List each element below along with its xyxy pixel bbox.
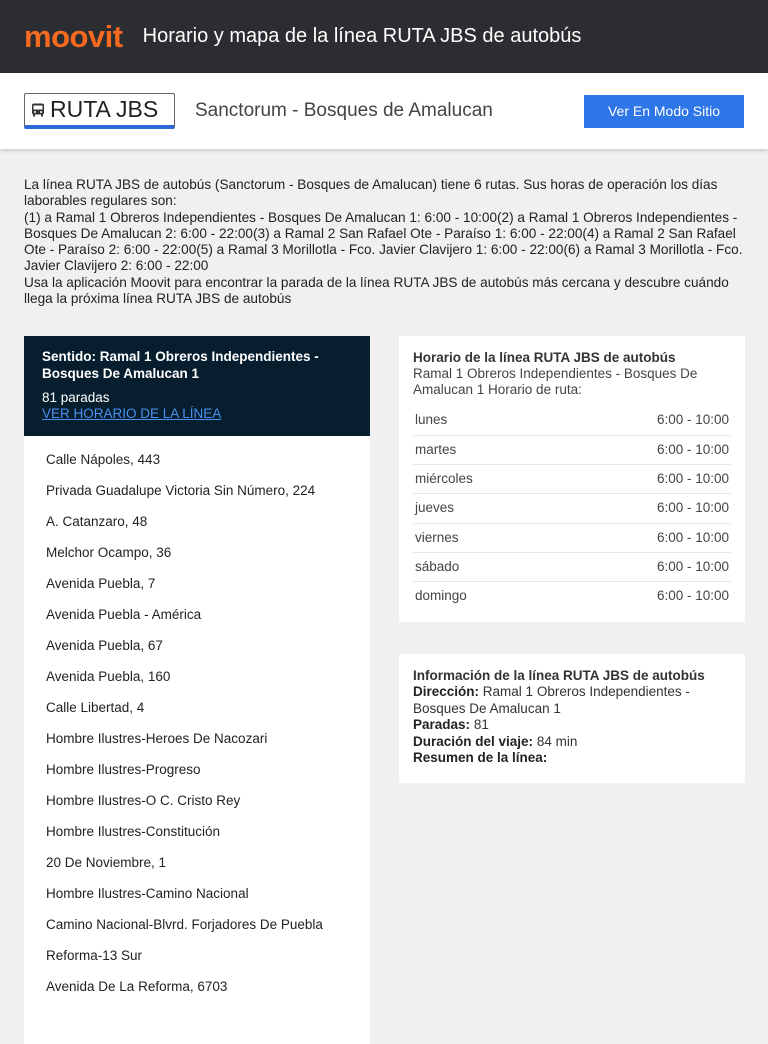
stop-item[interactable]: Hombre Ilustres-Heroes De Nacozari <box>46 731 268 747</box>
moovit-logo[interactable]: moovit <box>24 18 123 54</box>
stop-item[interactable]: Avenida De La Reforma, 6703 <box>46 979 228 995</box>
schedule-card <box>399 336 745 622</box>
stop-item[interactable]: Calle Nápoles, 443 <box>46 452 161 468</box>
stop-item[interactable]: Hombre Ilustres-Constitución <box>46 824 221 840</box>
schedule-day: lunes <box>415 412 448 428</box>
line-info-card <box>399 654 745 783</box>
schedule-hours: 6:00 - 10:00 <box>656 588 729 604</box>
direction-card <box>24 336 370 1044</box>
info-direction-label: Dirección: <box>413 684 480 700</box>
stop-item[interactable]: Camino Nacional-Blvrd. Forjadores De Puebla <box>46 917 323 933</box>
stop-item[interactable]: Hombre Ilustres-Camino Nacional <box>46 886 249 902</box>
description-routes: (1) a Ramal 1 Obreros Independientes - Bosques De Amalucan 1: 6:00 - 10:00(2) a Ramal 1 Obreros Independientes - Bosques De Amalucan 2: 6:00 - 22:00(3) a Ramal 2 San Rafael Ote - Paraíso 1: 6:00 - 22:00(4) a Ramal 2 San Rafael Ote - Paraíso 2: 6:00 - 22:00(5) a Ramal 3 Morillotla - Fco. Javier Clavijero 1: 6:00 - 22:00(6) a Ramal 3 Morillotla - Fco. Javier Clavijero 2: 6:00 - 22:00 <box>24 209 743 274</box>
schedule-table <box>413 406 731 610</box>
stop-item[interactable]: 20 De Noviembre, 1 <box>46 855 167 871</box>
right-column <box>399 336 745 783</box>
schedule-hours: 6:00 - 10:00 <box>656 412 729 428</box>
schedule-title: Horario de la línea RUTA JBS de autobús <box>413 350 676 366</box>
schedule-row <box>413 553 731 582</box>
schedule-day: miércoles <box>415 470 473 486</box>
stop-item[interactable]: Privada Guadalupe Victoria Sin Número, 224 <box>46 483 316 499</box>
schedule-hours: 6:00 - 10:00 <box>656 470 729 486</box>
info-stops-label: Paradas: <box>413 717 471 733</box>
view-schedule-link[interactable]: VER HORARIO DE LA LÍNEA <box>42 406 222 422</box>
direction-title: Sentido: Ramal 1 Obreros Independientes - Bosques De Amalucan 1 <box>42 349 319 382</box>
stop-item[interactable]: Avenida Puebla - América <box>46 607 202 623</box>
stop-item[interactable]: Avenida Puebla, 7 <box>46 576 156 592</box>
stop-item[interactable]: A. Catanzaro, 48 <box>46 514 148 530</box>
page-title: Horario y mapa de la línea RUTA JBS de autobús <box>142 25 582 47</box>
schedule-subtitle: Ramal 1 Obreros Independientes - Bosques De Amalucan 1 Horario de ruta: <box>413 366 698 398</box>
info-stops-value: 81 <box>473 717 489 733</box>
schedule-row <box>413 582 731 610</box>
stop-item[interactable]: Reforma-13 Sur <box>46 948 143 964</box>
info-direction-value: Ramal 1 Obreros Independientes - Bosques De Amalucan 1 <box>413 684 690 716</box>
line-description <box>0 149 768 307</box>
stop-item[interactable]: Calle Libertad, 4 <box>46 700 145 716</box>
schedule-row <box>413 465 731 494</box>
schedule-hours: 6:00 - 10:00 <box>656 529 729 545</box>
route-name: Sanctorum - Bosques de Amalucan <box>195 100 493 121</box>
stop-item[interactable]: Melchor Ocampo, 36 <box>46 545 172 561</box>
schedule-row <box>413 436 731 465</box>
description-intro: La línea RUTA JBS de autobús (Sanctorum - Bosques de Amalucan) tiene 6 rutas. Sus horas de operación los días laborables regulares son: <box>24 177 718 209</box>
direction-header <box>24 336 370 436</box>
schedule-hours: 6:00 - 10:00 <box>656 500 729 516</box>
info-duration-label: Duración del viaje: <box>413 733 534 749</box>
info-stops <box>413 717 731 734</box>
info-direction <box>413 684 731 717</box>
line-badge <box>24 93 175 129</box>
info-duration-value: 84 min <box>536 733 578 749</box>
direction-stops-count: 81 paradas <box>42 390 110 406</box>
top-header <box>0 0 768 73</box>
schedule-hours: 6:00 - 10:00 <box>656 558 729 574</box>
info-summary-label: Resumen de la línea: <box>413 750 548 766</box>
stops-list <box>24 436 370 1044</box>
schedule-day: jueves <box>415 500 455 516</box>
schedule-row <box>413 524 731 553</box>
schedule-day: martes <box>415 441 457 457</box>
info-duration <box>413 734 731 751</box>
schedule-day: viernes <box>415 529 459 545</box>
stop-item[interactable]: Hombre Ilustres-O C. Cristo Rey <box>46 793 241 809</box>
info-title: Información de la línea RUTA JBS de autobús <box>413 668 705 684</box>
schedule-hours: 6:00 - 10:00 <box>656 441 729 457</box>
schedule-row <box>413 406 731 435</box>
stop-item[interactable]: Avenida Puebla, 160 <box>46 669 171 685</box>
schedule-day: sábado <box>415 558 460 574</box>
line-badge-label: RUTA JBS <box>50 96 159 122</box>
stop-item[interactable]: Avenida Puebla, 67 <box>46 638 163 654</box>
bus-icon <box>30 102 46 118</box>
web-mode-button[interactable]: Ver En Modo Sitio Web <box>584 95 744 128</box>
description-app: Usa la aplicación Moovit para encontrar la parada de la línea RUTA JBS de autobús más cercana y descubre cuándo llega la próxima línea RUTA JBS de autobús <box>24 274 729 307</box>
schedule-row <box>413 494 731 523</box>
info-summary <box>413 750 731 767</box>
line-header <box>0 73 768 152</box>
stop-item[interactable]: Hombre Ilustres-Progreso <box>46 762 201 778</box>
schedule-day: domingo <box>415 588 467 604</box>
